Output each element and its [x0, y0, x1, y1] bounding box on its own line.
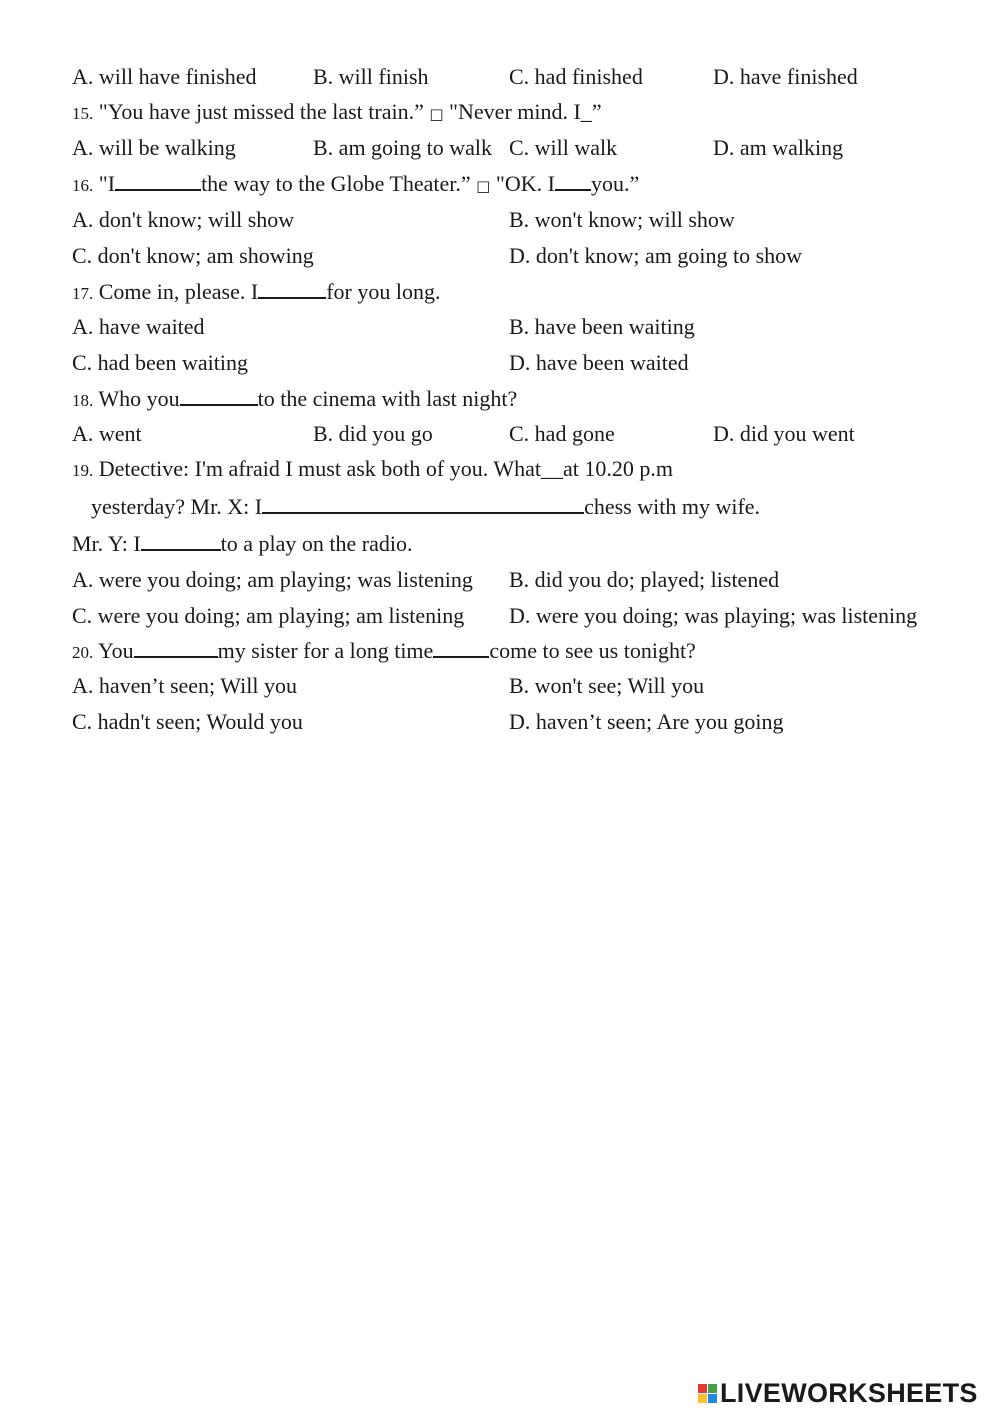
answer-blank[interactable]: [262, 494, 584, 514]
question-number: 16.: [72, 176, 94, 195]
answer-blank[interactable]: [555, 171, 591, 191]
question-15-stem: [72, 98, 602, 128]
logo-square: [698, 1394, 707, 1403]
question-text: my sister for a long time: [217, 638, 434, 663]
q18-option-b[interactable]: B. did you go: [313, 421, 433, 446]
question-text: for you long.: [326, 279, 441, 304]
answer-blank[interactable]: [433, 638, 489, 658]
question-text: Come in, please. I: [98, 279, 259, 304]
q15-option-c[interactable]: C. will walk: [509, 135, 618, 160]
question-text: "Never mind. I_”: [449, 99, 602, 124]
q20-option-b[interactable]: B. won't see; Will you: [509, 673, 705, 698]
logo-text: LIVEWORKSHEETS: [720, 1377, 978, 1408]
question-text: the way to the Globe Theater.”: [201, 171, 471, 196]
question-19-stem-line-3: [72, 530, 413, 558]
answer-blank[interactable]: [115, 171, 201, 191]
answer-blank[interactable]: [134, 638, 218, 658]
logo-square: [698, 1384, 707, 1393]
q17-option-b[interactable]: B. have been waiting: [509, 314, 695, 339]
question-number: 15.: [72, 104, 94, 123]
q14-option-d[interactable]: D. have finished: [713, 64, 858, 89]
logo-square: [708, 1394, 717, 1403]
question-text: Detective: I'm afraid I must ask both of you. What__at 10.20 p.m: [98, 456, 673, 481]
logo-square: [708, 1384, 717, 1393]
q16-option-d[interactable]: D. don't know; am going to show: [509, 243, 803, 268]
question-20-stem: [72, 637, 696, 667]
q15-option-d[interactable]: D. am walking: [713, 135, 844, 160]
q17-option-c[interactable]: C. had been waiting: [72, 350, 248, 375]
q17-option-a[interactable]: A. have waited: [72, 314, 205, 339]
q18-option-d[interactable]: D. did you went: [713, 421, 855, 446]
question-text: Mr. Y: I: [72, 531, 141, 556]
answer-blank[interactable]: [141, 531, 221, 551]
liveworksheets-logo-icon: [698, 1384, 717, 1403]
q16-option-b[interactable]: B. won't know; will show: [509, 207, 735, 232]
q19-option-b[interactable]: B. did you do; played; listened: [509, 567, 780, 592]
question-text: you.”: [590, 171, 640, 196]
square-bullet-icon: □: [476, 177, 491, 195]
q18-option-a[interactable]: A. went: [72, 421, 142, 446]
q19-option-d[interactable]: D. were you doing; was playing; was listening: [509, 603, 918, 628]
question-number: 20.: [72, 643, 94, 662]
q16-option-c[interactable]: C. don't know; am showing: [72, 243, 314, 268]
q18-option-c[interactable]: C. had gone: [509, 421, 615, 446]
question-number: 19.: [72, 461, 94, 480]
q15-option-b[interactable]: B. am going to walk: [313, 135, 493, 160]
answer-blank[interactable]: [258, 279, 326, 299]
question-text: "You have just missed the last train.”: [98, 99, 424, 124]
question-text: Who you: [98, 386, 180, 411]
q14-option-c[interactable]: C. had finished: [509, 64, 643, 89]
question-text: "OK. I: [495, 171, 555, 196]
question-19-stem-line-2: [91, 493, 760, 521]
q20-option-a[interactable]: A. haven’t seen; Will you: [72, 673, 297, 698]
question-19-stem: [72, 455, 673, 485]
question-number: 17.: [72, 284, 94, 303]
q14-option-a[interactable]: A. will have finished: [72, 64, 257, 89]
question-text: to the cinema with last night?: [257, 386, 518, 411]
question-text: come to see us tonight?: [489, 638, 696, 663]
q19-option-c[interactable]: C. were you doing; am playing; am listening: [72, 603, 465, 628]
q20-option-c[interactable]: C. hadn't seen; Would you: [72, 709, 303, 734]
q16-option-a[interactable]: A. don't know; will show: [72, 207, 295, 232]
question-17-stem: [72, 278, 440, 308]
question-text: to a play on the radio.: [220, 531, 413, 556]
q17-option-d[interactable]: D. have been waited: [509, 350, 689, 375]
question-16-stem: [72, 170, 639, 200]
q14-option-b[interactable]: B. will finish: [313, 64, 429, 89]
question-text: You: [97, 638, 134, 663]
question-number: 18.: [72, 391, 94, 410]
question-18-stem: [72, 385, 517, 415]
liveworksheets-logo: [698, 1377, 978, 1408]
q15-option-a[interactable]: A. will be walking: [72, 135, 236, 160]
answer-blank[interactable]: [180, 386, 258, 406]
question-text: "I: [98, 171, 116, 196]
question-text: chess with my wife.: [584, 494, 761, 519]
question-text: yesterday? Mr. X: I: [91, 494, 263, 519]
q19-option-a[interactable]: A. were you doing; am playing; was listening: [72, 567, 473, 592]
square-bullet-icon: □: [429, 105, 444, 123]
q20-option-d[interactable]: D. haven’t seen; Are you going: [509, 709, 784, 734]
